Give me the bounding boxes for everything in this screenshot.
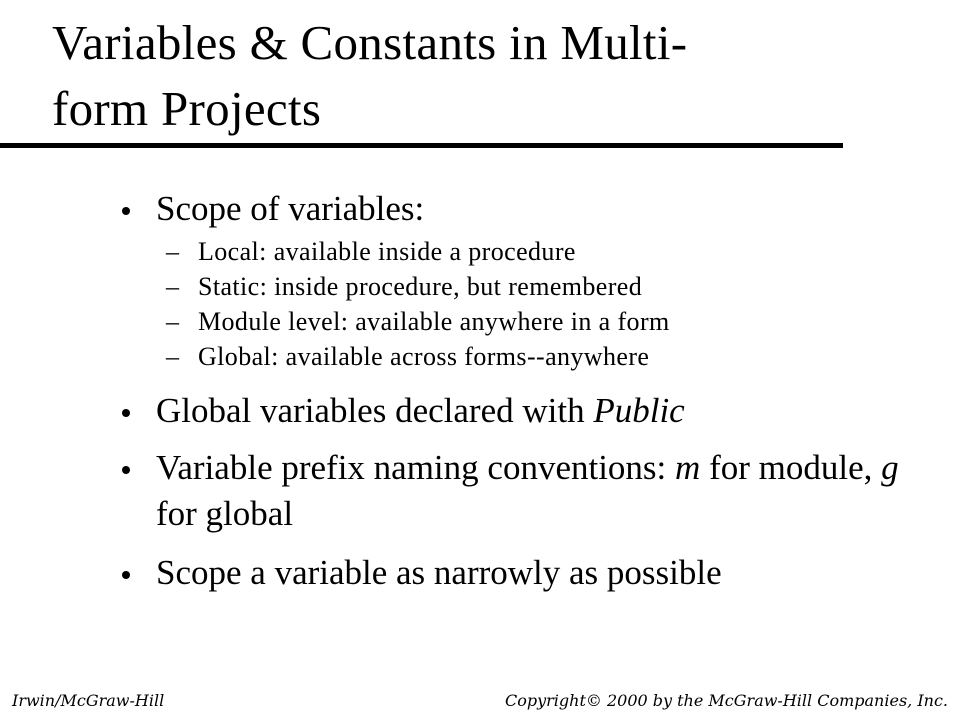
title-line-1: Variables & Constants in Multi- — [52, 15, 688, 70]
title-underline — [0, 143, 843, 148]
sub-item-text: Local: available inside a procedure — [198, 237, 576, 266]
keyword-public: Public — [593, 391, 685, 430]
prefix-m: m — [675, 448, 701, 487]
dash-marker: – — [166, 307, 180, 336]
bullet-dot-icon — [122, 466, 130, 474]
sub-item-text: Module level: available anywhere in a form — [198, 307, 670, 336]
prefix-g: g — [881, 448, 899, 487]
bullet-dot-icon — [122, 409, 130, 417]
bullet-prefix-conventions — [116, 445, 936, 537]
bullet-global-public — [116, 388, 936, 434]
footer-publisher: Irwin/McGraw-Hill — [12, 691, 165, 710]
bullet-text: Scope a variable as narrowly as possible — [156, 553, 722, 592]
bullet-text-b: for module, — [700, 448, 882, 487]
sub-item-global — [166, 339, 936, 374]
dash-marker: – — [166, 237, 180, 266]
bullet-dot-icon — [122, 571, 130, 579]
bullet-text: Global variables declared with — [156, 391, 594, 430]
sub-item-module-level — [166, 304, 936, 339]
sub-item-local — [166, 234, 936, 269]
footer-copyright: Copyright© 2000 by the McGraw-Hill Companies, Inc. — [504, 691, 948, 710]
bullet-text-a: Variable prefix naming conventions: — [156, 448, 676, 487]
dash-marker: – — [166, 342, 180, 371]
sub-item-text: Static: inside procedure, but remembered — [198, 272, 643, 301]
scope-sublist — [116, 234, 936, 374]
sub-item-static — [166, 269, 936, 304]
bullet-dot-icon — [122, 207, 130, 215]
dash-marker: – — [166, 272, 180, 301]
sub-item-text: Global: available across forms--anywhere — [198, 342, 650, 371]
title-line-2: form Projects — [52, 81, 322, 136]
slide-title — [52, 10, 852, 142]
bullet-list — [116, 186, 936, 596]
bullet-scope-of-variables — [116, 186, 936, 232]
bullet-text: Scope of variables: — [156, 189, 425, 228]
bullet-text-c: for global — [156, 494, 294, 533]
bullet-scope-narrowly — [116, 550, 936, 596]
